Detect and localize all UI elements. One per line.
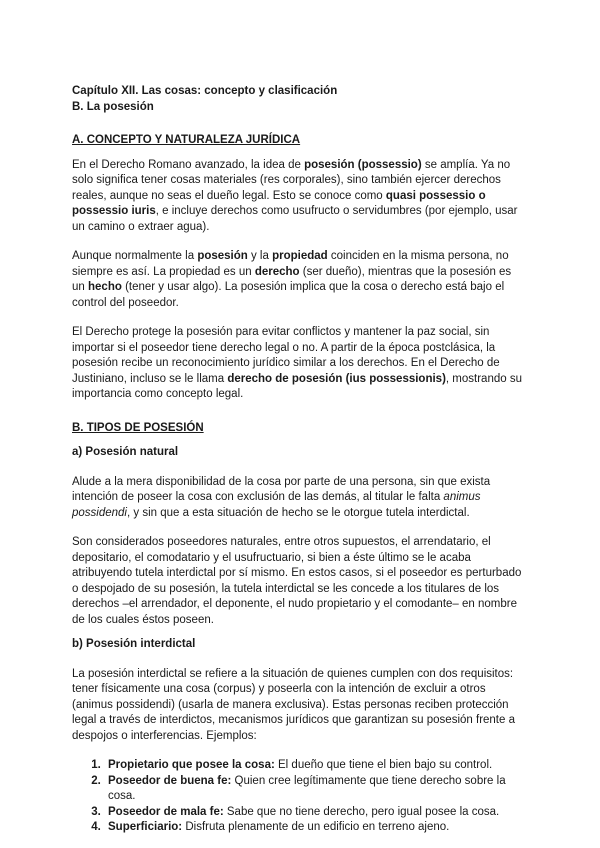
interdictal-possession-heading: b) Posesión interdictal	[72, 638, 196, 650]
section-a-paragraph-1: En el Derecho Romano avanzado, la idea de posesión (possessio) se amplía. Ya no solo significa tener cosas materiales (res corporales), sino también ejercer derechos reales, aunque no seas el dueño legal. Esto se conoce como quasi possessio o possessio iuris, e incluye derechos como usufructo o servidumbres (por ejemplo, usar un camino o extraer agua).	[72, 158, 518, 233]
section-b-heading: B. TIPOS DE POSESIÓN	[72, 421, 204, 434]
natural-possession-paragraph-2: Son considerados poseedores naturales, entre otros supuestos, el arrendatario, el depositario, el comodatario y el usufructuario, si bien a éste último se le acaba atribuyendo tutela interdictal por sí mismo. En estos casos, si el poseedor es perturbado o despojado de su posesión, la tutela interdictal se les concede a los titulares de los derechos –el arrendador, el deponente, el nudo propietario y el comodante– en nombre de los cuales éstos poseen.	[72, 536, 522, 626]
section-a-heading: A. CONCEPTO Y NATURALEZA JURÍDICA	[72, 134, 301, 146]
chapter-title: Capítulo XII. Las cosas: concepto y clasificación	[72, 85, 338, 97]
list-item: 2. Poseedor de buena fe: Quien cree legítimamente que tiene derecho sobre la cosa.	[104, 774, 524, 805]
chapter-subtitle: B. La posesión	[72, 100, 154, 113]
interdictal-possession-paragraph: La posesión interdictal se refiere a la situación de quienes cumplen con dos requisitos: tener físicamente una cosa (corpus) y poseerla con la intención de excluir a otros (animus possidendi) (usarla de manera exclusiva). Estas personas reciben protección legal a través de interdictos, mecanismos jurídicos que garantizan su posesión frente a despojos o interferencias. Ejemplos:	[72, 667, 515, 742]
section-a-paragraph-2: Aunque normalmente la posesión y la propiedad coinciden en la misma persona, no siempre es así. La propiedad es un derecho (ser dueño), mientras que la posesión es un hecho (tener y usar algo). La posesión implica que la cosa o derecho está bajo el control del poseedor.	[72, 250, 512, 309]
list-item: 4. Superficiario: Disfruta plenamente de un edificio en terreno ajeno.	[104, 820, 524, 836]
list-item: 1. Propietario que posee la cosa: El dueño que tiene el bien bajo su control.	[104, 758, 524, 774]
natural-possession-heading: a) Posesión natural	[72, 446, 179, 458]
interdictal-examples-list	[72, 758, 524, 836]
section-a-paragraph-3: El Derecho protege la posesión para evitar conflictos y mantener la paz social, sin importar si el poseedor tiene derecho legal o no. A partir de la época postclásica, la posesión recibe un reconocimiento jurídico similar a los derechos. En el Derecho de Justiniano, incluso se le llama derecho de posesión (ius possessionis), mostrando su importancia como concepto legal.	[72, 326, 522, 400]
document-body	[72, 84, 524, 836]
natural-possession-paragraph-1: Alude a la mera disponibilidad de la cosa por parte de una persona, sin que exista intención de poseer la cosa con exclusión de las demás, al titular le falta animus possidendi, y sin que a esta situación de hecho se le otorgue tutela interdictal.	[72, 475, 491, 519]
list-item: 3. Poseedor de mala fe: Sabe que no tiene derecho, pero igual posee la cosa.	[104, 805, 524, 821]
